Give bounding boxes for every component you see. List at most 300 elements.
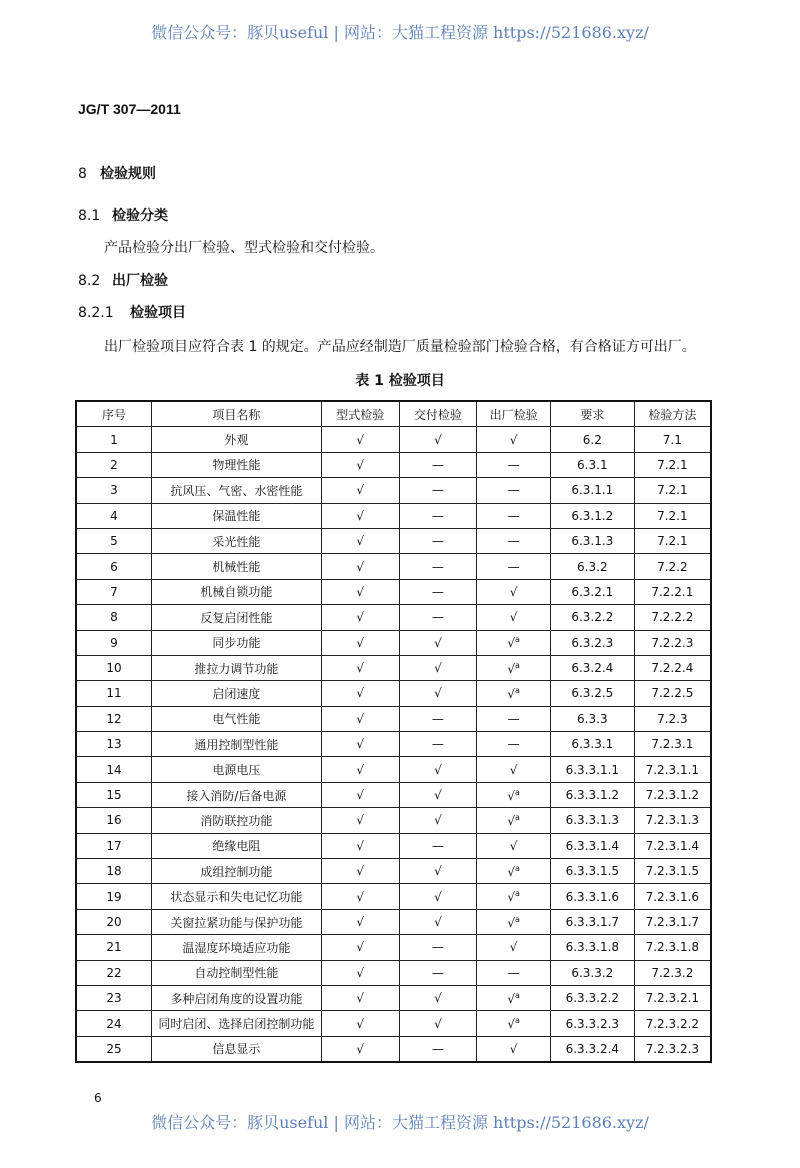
item-name-cell-text: 多种启闭角度的设置功能	[170, 991, 303, 1006]
type-test-cell-text: √	[356, 965, 365, 980]
delivery-test-cell-text: —	[431, 534, 444, 549]
section-number: 8.1	[78, 208, 101, 224]
row-number-cell-text: 18	[106, 864, 122, 879]
type-test-cell-text: √	[356, 559, 365, 574]
row-number-cell	[76, 859, 151, 884]
test-method-cell	[634, 503, 711, 528]
test-method-cell-text: 7.2.3.1.8	[645, 940, 700, 955]
item-name-cell-text: 消防联控功能	[200, 813, 273, 828]
type-test-cell	[321, 503, 399, 528]
row-number-cell	[76, 528, 151, 553]
delivery-test-cell	[399, 655, 477, 680]
row-number-cell-text: 1	[110, 432, 118, 447]
inspection-items-table	[75, 400, 712, 1063]
row-number-cell	[76, 655, 151, 680]
table-row	[76, 935, 711, 960]
row-number-cell	[76, 1036, 151, 1062]
factory-test-cell-text: √	[509, 838, 518, 853]
requirement-cell-text: 6.3.2	[577, 559, 608, 574]
factory-test-cell-text: √	[507, 661, 515, 676]
factory-test-cell-text: —	[507, 711, 520, 726]
requirement-cell-text: 6.3.2.1	[571, 584, 614, 599]
requirement-cell-text: 6.3.2.2	[571, 610, 614, 625]
delivery-test-cell	[399, 985, 477, 1010]
factory-test-cell-text: √	[509, 610, 518, 625]
item-name-cell-text: 信息显示	[212, 1042, 261, 1057]
delivery-test-cell-text: √	[434, 1016, 442, 1031]
factory-test-cell	[477, 757, 551, 782]
requirement-cell-text: 6.3.1	[577, 457, 608, 472]
test-method-cell	[634, 960, 711, 985]
factory-test-cell	[477, 478, 551, 503]
type-test-cell	[321, 427, 399, 452]
test-method-cell-text: 7.2.2.1	[651, 584, 694, 599]
test-method-cell-text: 7.2.3.1.3	[645, 813, 700, 828]
section-8-1-heading	[78, 205, 168, 225]
footnote-marker: a	[514, 635, 520, 645]
row-number-cell-text: 22	[106, 965, 122, 980]
delivery-test-cell	[399, 554, 477, 579]
item-name-cell-text: 通用控制型性能	[194, 737, 279, 752]
delivery-test-cell	[399, 503, 477, 528]
test-method-cell-text: 7.2.3.2.1	[645, 991, 700, 1006]
test-method-cell-text: 7.2.3.2.2	[645, 1016, 700, 1031]
item-name-cell-text: 绝缘电阻	[212, 839, 261, 854]
row-number-cell	[76, 782, 151, 807]
row-number-cell	[76, 757, 151, 782]
factory-test-cell-text: √	[507, 788, 515, 803]
section-title: 检验项目	[130, 305, 186, 321]
requirement-cell	[550, 782, 634, 807]
requirement-cell	[550, 960, 634, 985]
test-method-cell-text: 7.2.2.2	[651, 610, 694, 625]
delivery-test-cell	[399, 478, 477, 503]
requirement-cell-text: 6.3.2.3	[571, 635, 614, 650]
type-test-cell-text: √	[356, 813, 365, 828]
item-name-cell-text: 成组控制功能	[200, 864, 273, 879]
test-method-cell-text: 7.2.2.4	[651, 661, 694, 676]
requirement-cell	[550, 554, 634, 579]
delivery-test-cell-text: —	[431, 965, 444, 980]
header-item-name: 项目名称	[151, 401, 321, 427]
type-test-cell-text: √	[356, 788, 365, 803]
section-8-2-heading	[78, 270, 168, 290]
test-method-cell-text: 7.2.3.1.4	[645, 838, 700, 853]
delivery-test-cell	[399, 884, 477, 909]
type-test-cell-text: √	[356, 711, 365, 726]
row-number-cell-text: 12	[106, 711, 122, 726]
section-8-2-1-heading	[78, 302, 186, 322]
item-name-cell	[151, 884, 321, 909]
test-method-cell-text: 7.2.3.1.1	[645, 762, 700, 777]
table-row	[76, 579, 711, 604]
table-row	[76, 528, 711, 553]
row-number-cell-text: 20	[106, 915, 122, 929]
factory-test-cell	[477, 808, 551, 833]
row-number-cell	[76, 605, 151, 630]
table-row	[76, 503, 711, 528]
test-method-cell	[634, 630, 711, 655]
delivery-test-cell	[399, 808, 477, 833]
table-row	[76, 808, 711, 833]
table-row	[76, 757, 711, 782]
row-number-cell-text: 25	[106, 1041, 122, 1056]
type-test-cell	[321, 452, 399, 477]
delivery-test-cell	[399, 1011, 477, 1036]
row-number-cell	[76, 960, 151, 985]
delivery-test-cell	[399, 579, 477, 604]
requirement-cell-text: 6.3.3.1.5	[565, 864, 620, 879]
delivery-test-cell	[399, 427, 477, 452]
table-row	[76, 960, 711, 985]
factory-test-cell	[477, 630, 551, 655]
requirement-cell	[550, 732, 634, 757]
requirement-cell-text: 6.3.3.1.7	[565, 915, 620, 929]
requirement-cell-text: 6.3.3.1.2	[565, 788, 620, 803]
factory-test-cell-text: √	[509, 1041, 518, 1056]
item-name-cell-text: 电气性能	[212, 712, 261, 727]
requirement-cell	[550, 528, 634, 553]
table-row	[76, 452, 711, 477]
row-number-cell	[76, 681, 151, 706]
delivery-test-cell-text: √	[434, 991, 442, 1006]
delivery-test-cell	[399, 935, 477, 960]
row-number-cell-text: 24	[106, 1016, 122, 1031]
footnote-marker: a	[514, 889, 520, 899]
item-name-cell-text: 外观	[224, 433, 249, 448]
factory-test-cell	[477, 935, 551, 960]
type-test-cell	[321, 884, 399, 909]
requirement-cell-text: 6.3.1.1	[571, 483, 614, 498]
footnote-marker: a	[514, 863, 520, 873]
row-number-cell-text: 17	[106, 838, 122, 853]
item-name-cell-text: 机械自锁功能	[200, 585, 273, 600]
row-number-cell	[76, 630, 151, 655]
test-method-cell	[634, 706, 711, 731]
factory-test-cell	[477, 1036, 551, 1062]
requirement-cell-text: 6.3.3.1	[571, 737, 614, 752]
table-row	[76, 554, 711, 579]
type-test-cell	[321, 782, 399, 807]
item-name-cell-text: 机械性能	[212, 560, 261, 575]
requirement-cell	[550, 808, 634, 833]
test-method-cell	[634, 859, 711, 884]
footnote-marker: a	[514, 1016, 520, 1026]
footnote-marker: a	[514, 990, 520, 1000]
item-name-cell	[151, 579, 321, 604]
row-number-cell-text: 8	[110, 610, 118, 625]
factory-test-cell-text: √	[507, 864, 515, 879]
test-method-cell-text: 7.2.3.1	[651, 737, 694, 752]
factory-test-cell-text: —	[507, 483, 520, 498]
table-row	[76, 782, 711, 807]
factory-test-cell	[477, 605, 551, 630]
requirement-cell	[550, 706, 634, 731]
test-method-cell	[634, 655, 711, 680]
requirement-cell-text: 6.3.2.4	[571, 661, 614, 676]
requirement-cell	[550, 884, 634, 909]
requirement-cell	[550, 630, 634, 655]
table-row	[76, 884, 711, 909]
factory-test-cell-text: —	[507, 457, 520, 472]
delivery-test-cell	[399, 605, 477, 630]
item-name-cell-text: 反复启闭性能	[200, 610, 273, 625]
requirement-cell	[550, 985, 634, 1010]
row-number-cell	[76, 478, 151, 503]
delivery-test-cell	[399, 452, 477, 477]
factory-test-cell-text: √	[509, 940, 518, 955]
delivery-test-cell	[399, 859, 477, 884]
table-row	[76, 605, 711, 630]
delivery-test-cell-text: √	[434, 915, 442, 929]
row-number-cell-text: 23	[106, 991, 122, 1006]
requirement-cell	[550, 478, 634, 503]
test-method-cell-text: 7.2.3.2.3	[645, 1041, 700, 1056]
requirement-cell-text: 6.3.3.2	[571, 965, 614, 980]
item-name-cell-text: 同步功能	[212, 636, 261, 651]
section-number: 8	[78, 166, 87, 182]
row-number-cell-text: 16	[106, 813, 122, 828]
factory-test-cell	[477, 909, 551, 934]
factory-test-cell	[477, 655, 551, 680]
test-method-cell-text: 7.2.2	[657, 559, 688, 574]
type-test-cell-text: √	[356, 838, 365, 853]
requirement-cell-text: 6.3.3.2.4	[565, 1041, 620, 1056]
type-test-cell	[321, 960, 399, 985]
requirement-cell-text: 6.3.3.2.2	[565, 991, 620, 1006]
test-method-cell-text: 7.2.1	[657, 508, 688, 523]
delivery-test-cell-text: √	[434, 889, 442, 904]
factory-test-cell	[477, 528, 551, 553]
item-name-cell-text: 温湿度环境适应功能	[182, 940, 291, 955]
factory-test-cell	[477, 452, 551, 477]
header-type-test: 型式检验	[321, 401, 399, 427]
section-8-heading	[78, 163, 156, 183]
requirement-cell-text: 6.3.3.2.3	[565, 1016, 620, 1031]
delivery-test-cell	[399, 681, 477, 706]
item-name-cell	[151, 1011, 321, 1036]
row-number-cell	[76, 833, 151, 858]
type-test-cell-text: √	[356, 432, 365, 447]
requirement-cell	[550, 757, 634, 782]
requirement-cell	[550, 605, 634, 630]
delivery-test-cell-text: —	[431, 559, 444, 574]
factory-test-cell	[477, 1011, 551, 1036]
section-title: 出厂检验	[112, 273, 168, 289]
section-8-2-1-paragraph: 出厂检验项目应符合表 1 的规定。产品应经制造厂质量检验部门检验合格，有合格证方可出厂。	[104, 339, 696, 355]
factory-test-cell	[477, 960, 551, 985]
type-test-cell-text: √	[356, 457, 365, 472]
item-name-cell-text: 启闭速度	[212, 686, 261, 701]
factory-test-cell-text: √	[507, 991, 515, 1006]
table-row	[76, 478, 711, 503]
item-name-cell-text: 自动控制型性能	[194, 966, 279, 981]
factory-test-cell-text: —	[507, 965, 520, 980]
test-method-cell-text: 7.2.3.1.6	[645, 889, 700, 904]
requirement-cell	[550, 1011, 634, 1036]
table-row	[76, 732, 711, 757]
delivery-test-cell	[399, 782, 477, 807]
delivery-test-cell-text: —	[431, 940, 444, 955]
type-test-cell-text: √	[356, 915, 365, 929]
type-test-cell	[321, 554, 399, 579]
row-number-cell	[76, 935, 151, 960]
delivery-test-cell	[399, 909, 477, 934]
item-name-cell	[151, 782, 321, 807]
type-test-cell	[321, 655, 399, 680]
table-row	[76, 1011, 711, 1036]
requirement-cell-text: 6.3.1.3	[571, 534, 614, 549]
type-test-cell	[321, 478, 399, 503]
item-name-cell-text: 推拉力调节功能	[194, 661, 279, 676]
factory-test-cell-text: √	[507, 1017, 515, 1032]
delivery-test-cell-text: √	[434, 813, 442, 828]
factory-test-cell-text: √	[507, 636, 515, 651]
requirement-cell	[550, 909, 634, 934]
item-name-cell-text: 接入消防/后备电源	[186, 788, 287, 803]
test-method-cell-text: 7.2.1	[657, 457, 688, 472]
test-method-cell	[634, 528, 711, 553]
type-test-cell	[321, 859, 399, 884]
factory-test-cell-text: —	[507, 534, 520, 549]
footnote-marker: a	[514, 914, 520, 924]
test-method-cell	[634, 909, 711, 934]
table-header-row	[76, 401, 711, 427]
requirement-cell	[550, 681, 634, 706]
type-test-cell-text: √	[356, 686, 365, 701]
requirement-cell-text: 6.3.1.2	[571, 508, 614, 523]
delivery-test-cell	[399, 732, 477, 757]
test-method-cell	[634, 985, 711, 1010]
header-test-method: 检验方法	[634, 401, 711, 427]
type-test-cell-text: √	[356, 1041, 365, 1056]
type-test-cell	[321, 808, 399, 833]
row-number-cell	[76, 427, 151, 452]
type-test-cell	[321, 706, 399, 731]
requirement-cell	[550, 655, 634, 680]
type-test-cell-text: √	[356, 635, 365, 650]
watermark-bottom: 微信公众号：豚贝useful | 网站：大猫工程资源 https://521686.xyz/	[151, 1113, 649, 1132]
delivery-test-cell-text: —	[431, 610, 444, 625]
factory-test-cell	[477, 884, 551, 909]
test-method-cell	[634, 681, 711, 706]
section-title: 检验规则	[100, 166, 156, 182]
delivery-test-cell	[399, 706, 477, 731]
item-name-cell-text: 采光性能	[212, 534, 261, 549]
delivery-test-cell-text: √	[434, 686, 442, 701]
row-number-cell-text: 9	[110, 635, 118, 650]
type-test-cell-text: √	[356, 940, 365, 955]
item-name-cell	[151, 960, 321, 985]
item-name-cell-text: 抗风压、气密、水密性能	[170, 483, 303, 498]
requirement-cell	[550, 579, 634, 604]
delivery-test-cell	[399, 757, 477, 782]
row-number-cell-text: 11	[106, 686, 122, 701]
row-number-cell-text: 15	[106, 788, 122, 803]
delivery-test-cell-text: √	[434, 432, 442, 447]
item-name-cell	[151, 985, 321, 1010]
footnote-marker: a	[514, 787, 520, 797]
page-number: 6	[94, 1091, 102, 1105]
item-name-cell	[151, 681, 321, 706]
row-number-cell-text: 4	[110, 508, 118, 523]
test-method-cell	[634, 478, 711, 503]
factory-test-cell	[477, 554, 551, 579]
delivery-test-cell-text: —	[431, 711, 444, 726]
factory-test-cell	[477, 985, 551, 1010]
requirement-cell-text: 6.3.3.1.1	[565, 762, 620, 777]
factory-test-cell-text: √	[507, 813, 515, 828]
section-number: 8.2	[78, 273, 101, 289]
factory-test-cell-text: √	[509, 762, 518, 777]
row-number-cell-text: 2	[110, 457, 118, 472]
item-name-cell	[151, 503, 321, 528]
test-method-cell	[634, 554, 711, 579]
type-test-cell	[321, 935, 399, 960]
requirement-cell	[550, 859, 634, 884]
footnote-marker: a	[514, 660, 520, 670]
item-name-cell	[151, 935, 321, 960]
factory-test-cell	[477, 579, 551, 604]
delivery-test-cell	[399, 1036, 477, 1062]
row-number-cell-text: 5	[110, 534, 118, 549]
requirement-cell	[550, 935, 634, 960]
test-method-cell	[634, 1011, 711, 1036]
row-number-cell	[76, 884, 151, 909]
factory-test-cell-text: √	[507, 915, 515, 930]
item-name-cell	[151, 859, 321, 884]
requirement-cell-text: 6.3.3.1.3	[565, 813, 620, 828]
type-test-cell-text: √	[356, 1016, 365, 1031]
delivery-test-cell-text: —	[431, 483, 444, 498]
type-test-cell	[321, 757, 399, 782]
footnote-marker: a	[514, 685, 520, 695]
table-row	[76, 1036, 711, 1062]
row-number-cell	[76, 579, 151, 604]
type-test-cell	[321, 1036, 399, 1062]
factory-test-cell-text: √	[509, 432, 518, 447]
test-method-cell-text: 7.2.3.2	[651, 965, 694, 980]
test-method-cell-text: 7.2.3.1.5	[645, 864, 700, 879]
test-method-cell	[634, 782, 711, 807]
factory-test-cell-text: —	[507, 737, 520, 752]
test-method-cell	[634, 1036, 711, 1062]
type-test-cell-text: √	[356, 661, 365, 676]
test-method-cell-text: 7.2.1	[657, 483, 688, 498]
row-number-cell	[76, 1011, 151, 1036]
type-test-cell	[321, 630, 399, 655]
requirement-cell-text: 6.3.3.1.8	[565, 940, 620, 955]
delivery-test-cell	[399, 960, 477, 985]
table-row	[76, 833, 711, 858]
table-row	[76, 681, 711, 706]
delivery-test-cell	[399, 528, 477, 553]
requirement-cell	[550, 1036, 634, 1062]
row-number-cell	[76, 732, 151, 757]
test-method-cell	[634, 757, 711, 782]
factory-test-cell	[477, 706, 551, 731]
delivery-test-cell-text: —	[431, 584, 444, 599]
factory-test-cell-text: √	[509, 584, 518, 599]
factory-test-cell	[477, 427, 551, 452]
delivery-test-cell-text: —	[431, 457, 444, 472]
delivery-test-cell-text: √	[434, 762, 442, 777]
item-name-cell	[151, 1036, 321, 1062]
type-test-cell-text: √	[356, 483, 365, 498]
requirement-cell	[550, 452, 634, 477]
item-name-cell	[151, 655, 321, 680]
type-test-cell	[321, 985, 399, 1010]
